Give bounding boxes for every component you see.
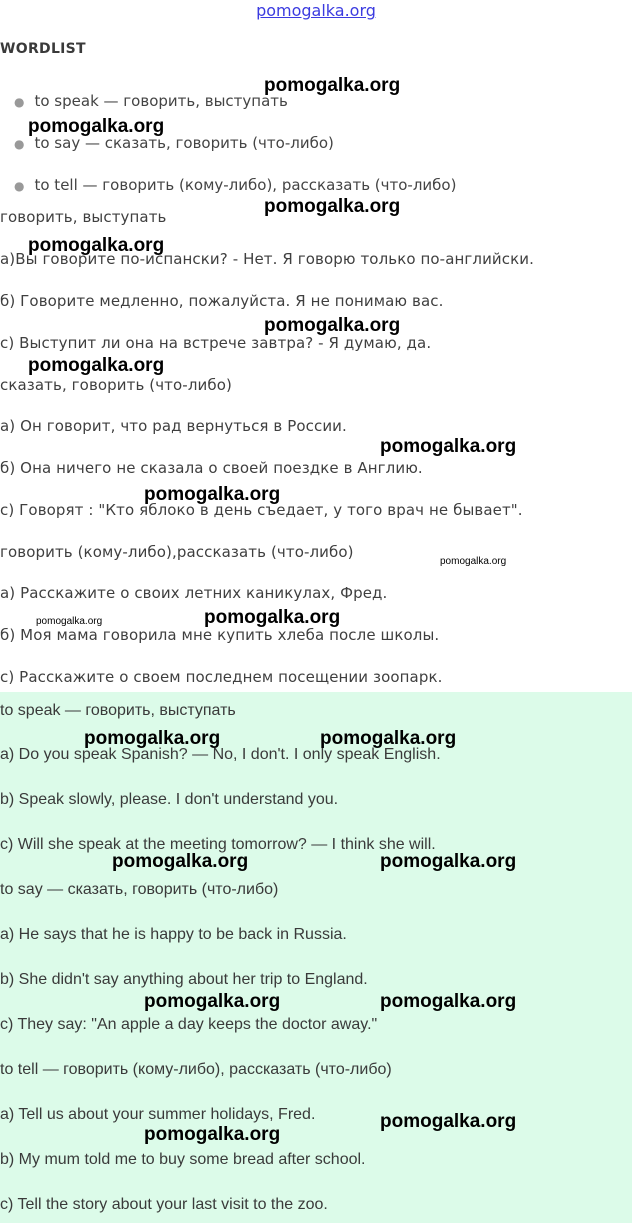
ru-sentence: с) Говорят : "Кто яблоко в день съедает, у того врач не бывает". xyxy=(0,501,523,519)
watermark: pomogalka.org xyxy=(264,75,401,96)
watermark: pomogalka.org xyxy=(380,851,517,872)
watermark: pomogalka.org xyxy=(380,991,517,1012)
watermark: pomogalka.org xyxy=(112,851,249,872)
site-link[interactable]: pomogalka.org xyxy=(256,1,376,20)
ru-heading-tell: говорить (кому-либо),рассказать (что-либо) xyxy=(0,543,354,561)
wordlist-item-text: to say — сказать, говорить (что-либо) xyxy=(34,134,334,152)
bullet-icon: ● xyxy=(14,95,25,109)
ru-heading-say: сказать, говорить (что-либо) xyxy=(0,376,232,394)
ru-heading-speak: говорить, выступать xyxy=(0,208,167,226)
watermark: pomogalka.org xyxy=(264,196,401,217)
watermark: pomogalka.org xyxy=(440,556,507,567)
watermark: pomogalka.org xyxy=(380,1111,517,1132)
wordlist-item xyxy=(14,92,288,110)
en-sentence: b) Speak slowly, please. I don't understand you. xyxy=(0,791,339,808)
watermark: pomogalka.org xyxy=(28,355,165,376)
en-sentence: b) My mum told me to buy some bread after school. xyxy=(0,1151,366,1168)
en-sentence: a) Do you speak Spanish? — No, I don't. I only speak English. xyxy=(0,746,441,763)
en-sentence: c) Tell the story about your last visit to the zoo. xyxy=(0,1196,328,1213)
watermark: pomogalka.org xyxy=(380,436,517,457)
watermark: pomogalka.org xyxy=(264,315,401,336)
ru-sentence: б) Говорите медленно, пожалуйста. Я не понимаю вас. xyxy=(0,292,444,310)
ru-sentence: б) Она ничего не сказала о своей поездке в Англию. xyxy=(0,459,423,477)
watermark: pomogalka.org xyxy=(84,728,221,749)
english-answers-block xyxy=(0,692,632,1223)
ru-sentence: а) Он говорит, что рад вернуться в России. xyxy=(0,417,347,435)
watermark: pomogalka.org xyxy=(28,116,165,137)
ru-sentence: с) Выступит ли она на встрече завтра? - Я думаю, да. xyxy=(0,334,432,352)
watermark: pomogalka.org xyxy=(144,991,281,1012)
bullet-icon: ● xyxy=(14,137,25,151)
ru-sentence: а) Расскажите о своих летних каникулах, Фред. xyxy=(0,584,388,602)
watermark: pomogalka.org xyxy=(28,235,165,256)
watermark: pomogalka.org xyxy=(144,484,281,505)
bullet-icon: ● xyxy=(14,179,25,193)
ru-sentence: б) Моя мама говорила мне купить хлеба после школы. xyxy=(0,626,440,644)
wordlist-item-text: to tell — говорить (кому-либо), рассказать (что-либо) xyxy=(34,176,457,194)
watermark: pomogalka.org xyxy=(204,607,341,628)
ru-sentence: а)Вы говорите по-испански? - Нет. Я говорю только по-английски. xyxy=(0,250,534,268)
en-heading-tell: to tell — говорить (кому-либо), рассказать (что-либо) xyxy=(0,1061,392,1078)
watermark: pomogalka.org xyxy=(320,728,457,749)
en-sentence: c) Will she speak at the meeting tomorrow? — I think she will. xyxy=(0,836,436,853)
wordlist-item-text: to speak — говорить, выступать xyxy=(34,92,288,110)
watermark: pomogalka.org xyxy=(144,1124,281,1145)
en-heading-speak: to speak — говорить, выступать xyxy=(0,702,236,719)
en-sentence: a) Tell us about your summer holidays, Fred. xyxy=(0,1106,316,1123)
en-sentence: b) She didn't say anything about her trip to England. xyxy=(0,971,368,988)
wordlist-item xyxy=(14,176,456,194)
watermark: pomogalka.org xyxy=(36,616,103,627)
en-sentence: a) He says that he is happy to be back in Russia. xyxy=(0,926,347,943)
en-heading-say: to say — сказать, говорить (что-либо) xyxy=(0,881,279,898)
wordlist-title: WORDLIST xyxy=(0,41,86,57)
en-sentence: c) They say: "An apple a day keeps the doctor away." xyxy=(0,1016,378,1033)
ru-sentence: с) Расскажите о своем последнем посещении зоопарк. xyxy=(0,668,443,686)
